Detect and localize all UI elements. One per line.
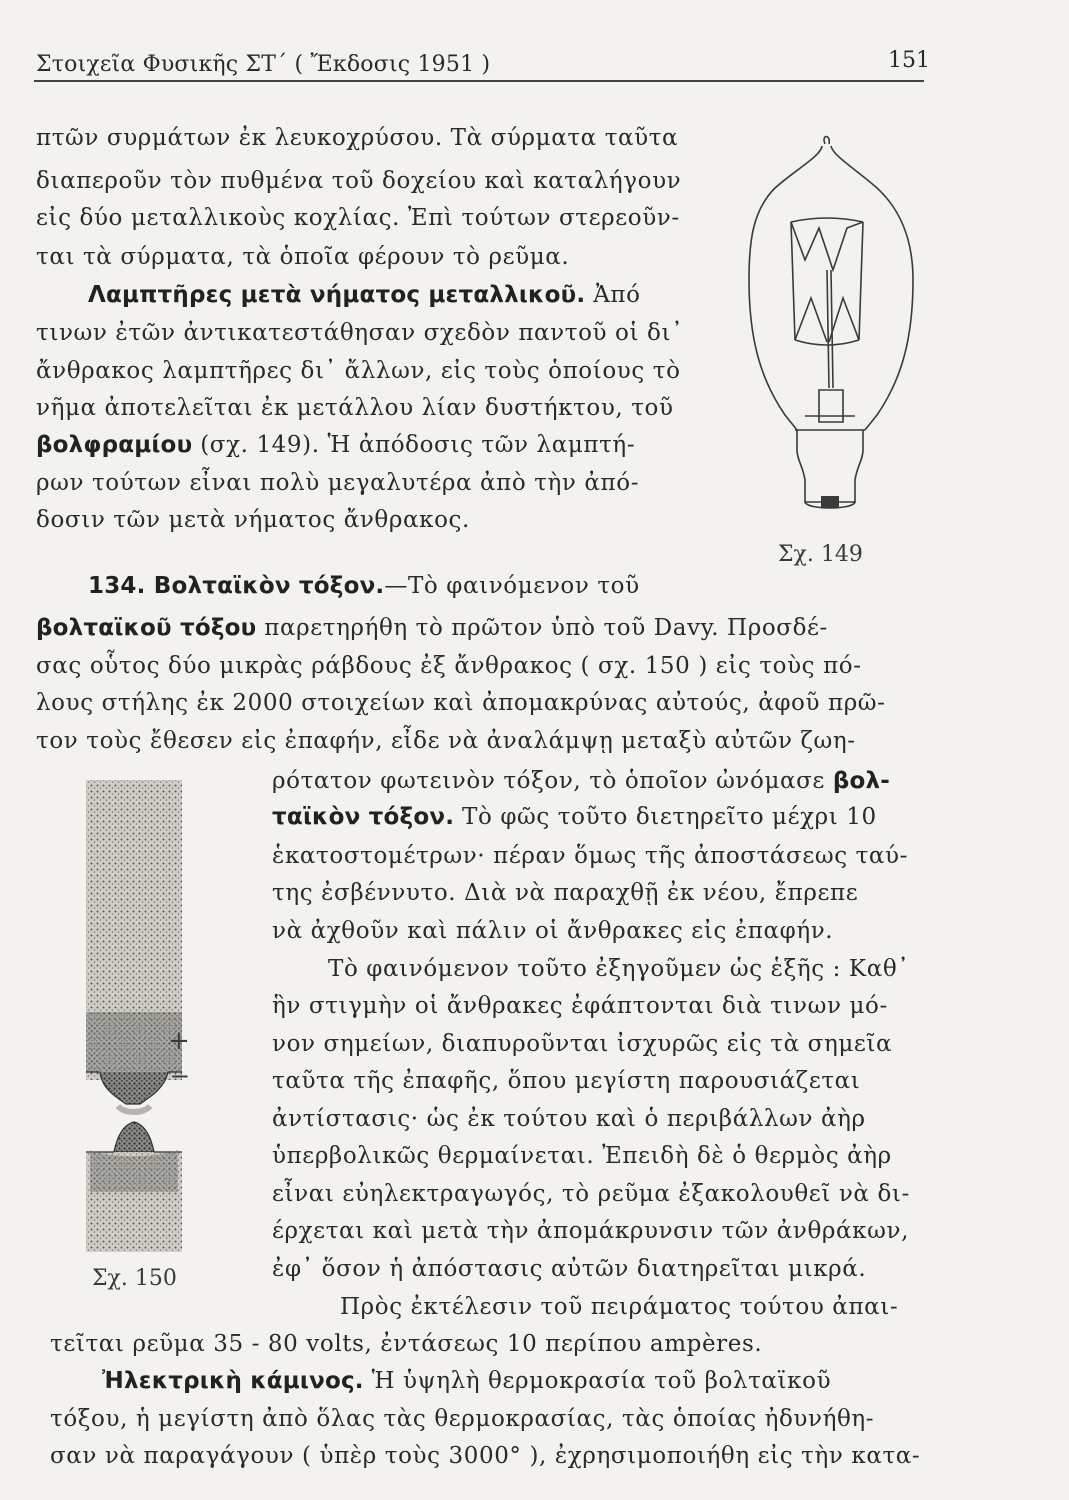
inline-term: ταϊκὸν τόξον. — [272, 804, 455, 830]
text-line: τεῖται ρεῦμα 35 - 80 volts, ἐντάσεως 10 περίπου ampères. — [50, 1331, 763, 1357]
text-line: έρχεται καὶ μετὰ τὴν ἀπομάκρυνσιν τῶν ἀνθράκων, — [272, 1218, 909, 1244]
section-heading: 134. Βολταϊκὸν τόξον. — [88, 573, 385, 599]
text-line: σας οὗτος δύο μικρὰς ράβδους ἐξ ἄνθρακος ( σχ. 150 ) εἰς τοὺς πό- — [36, 653, 862, 679]
text-line: νον σημείων, διαπυροῦνται ἰσχυρῶς εἰς τὰ σημεῖα — [272, 1031, 893, 1057]
text-line: της ἐσβέννυτο. Διὰ νὰ παραχθῇ ἐκ νέου, ἔπρεπε — [272, 880, 859, 906]
text-line: ταϊκὸν τόξον. Τὸ φῶς τοῦτο διετηρεῖτο μέχρι 10 — [272, 804, 877, 830]
inline-term: βολ- — [832, 768, 891, 794]
text-line: ἣν στιγμὴν οἱ ἄνθρακες ἐφάπτονται διὰ τινων μό- — [272, 993, 888, 1019]
paragraph-heading-line: Ἠλεκτρικὴ κάμινος. Ἡ ὑψηλὴ θερμοκρασία τοῦ βολταϊκοῦ — [102, 1368, 832, 1394]
text-line: εἶναι εὐηλεκτραγωγός, τὸ ρεῦμα ἐξακολουθεῖ νὰ δι- — [272, 1181, 910, 1207]
text-line: διαπεροῦν τὸν πυθμένα τοῦ δοχείου καὶ καταλήγουν — [36, 168, 682, 194]
minus-sign: − — [170, 1062, 191, 1090]
plus-sign: + — [168, 1026, 190, 1056]
text-line: ἀντίστασις· ὡς ἐκ τούτου καὶ ὁ περιβάλλων ἀὴρ — [272, 1106, 866, 1132]
text-line: Τὸ φαινόμενον τοῦτο ἐξηγοῦμεν ὡς ἑξῆς : Καθ᾽ — [328, 956, 910, 982]
inline-heading: Λαμπτῆρες μετὰ νήματος μεταλλικοῦ. — [88, 282, 586, 308]
inline-term: βολταϊκοῦ τόξου — [36, 615, 257, 641]
running-title: Στοιχεῖα Φυσικῆς ΣΤ΄ ( Ἔκδοσις 1951 ) — [36, 52, 491, 77]
carbon-arc-electrodes-icon — [78, 772, 190, 1257]
text-line: τινων ἐτῶν ἀντικατεστάθησαν σχεδὸν παντοῦ οἱ δι᾽ — [36, 320, 684, 346]
text-line: λους στήλης ἐκ 2000 στοιχείων καὶ ἀπομακρύνας αὐτούς, ἀφοῦ πρῶ- — [36, 690, 886, 716]
figure-caption-149: Σχ. 149 — [778, 542, 863, 567]
text-line: βολταϊκοῦ τόξου παρετηρήθη τὸ πρῶτον ὑπὸ τοῦ Davy. Προσδέ- — [36, 615, 828, 641]
text-line: ται τὰ σύρματα, τὰ ὁποῖα φέρουν τὸ ρεῦμα. — [36, 244, 570, 270]
page-number: 151 — [888, 48, 930, 73]
text-line: ἄνθρακος λαμπτῆρες δι᾽ ἄλλων, εἰς τοὺς ὁποίους τὸ — [36, 358, 681, 384]
section-heading-line: 134. Βολταϊκὸν τόξον.—Τὸ φαινόμενον τοῦ — [88, 573, 640, 599]
figure-caption-150: Σχ. 150 — [92, 1266, 177, 1291]
header-rule — [34, 80, 924, 82]
text-line: τον τοὺς ἔθεσεν εἰς ἐπαφήν, εἶδε νὰ ἀναλάμψῃ μεταξὺ αὐτῶν ζωη- — [36, 728, 856, 754]
text-line: νὰ ἀχθοῦν καὶ πάλιν οἱ ἄνθρακες εἰς ἐπαφήν. — [272, 918, 834, 944]
text-line: σαν νὰ παραγάγουν ( ὑπὲρ τοὺς 3000° ), ἐχρησιμοποιήθη εἰς τὴν κατα- — [50, 1443, 921, 1469]
inline-term: βολφραμίου — [36, 432, 193, 458]
text-line: ἐφ᾽ ὅσον ἡ ἀπόστασις αὐτῶν διατηρεῖται μικρά. — [272, 1256, 867, 1282]
text-line: Πρὸς ἐκτέλεσιν τοῦ πειράματος τούτου ἀπαι- — [340, 1294, 899, 1320]
paragraph-heading-line: Λαμπτῆρες μετὰ νήματος μεταλλικοῦ. Ἀπό — [88, 282, 641, 308]
text-line: δοσιν τῶν μετὰ νήματος ἄνθρακος. — [36, 507, 470, 533]
text-line: πτῶν συρμάτων ἐκ λευκοχρύσου. Τὰ σύρματα ταῦτα — [36, 125, 679, 151]
inline-heading: Ἠλεκτρικὴ κάμινος. — [102, 1368, 364, 1394]
text-line: νῆμα ἀποτελεῖται ἐκ μετάλλου λίαν δυστήκτου, τοῦ — [36, 395, 674, 421]
text-line: ταῦτα τῆς ἐπαφῆς, ὅπου μεγίστη παρουσιάζεται — [272, 1068, 861, 1094]
text-line: ὑπερβολικῶς θερμαίνεται. Ἐπειδὴ δὲ ὁ θερμὸς ἀὴρ — [272, 1143, 892, 1169]
light-bulb-icon — [745, 130, 925, 525]
text-line: εἰς δύο μεταλλικοὺς κοχλίας. Ἐπὶ τούτων στερεοῦν- — [36, 205, 680, 231]
text-line: ἑκατοστομέτρων· πέραν ὅμως τῆς ἀποστάσεως ταύ- — [272, 843, 908, 869]
text-line: τόξου, ἡ μεγίστη ἀπὸ ὅλας τὰς θερμοκρασίας, τὰς ὁποίας ἠδυνήθη- — [50, 1406, 875, 1432]
text-line: ρων τούτων εἶναι πολὺ μεγαλυτέρα ἀπὸ τὴν ἀπό- — [36, 470, 640, 496]
text-line: ρότατον φωτεινὸν τόξον, τὸ ὁποῖον ὠνόμασε βολ- — [272, 768, 891, 794]
text-line: βολφραμίου (σχ. 149). Ἡ ἀπόδοσις τῶν λαμπτή- — [36, 432, 636, 458]
